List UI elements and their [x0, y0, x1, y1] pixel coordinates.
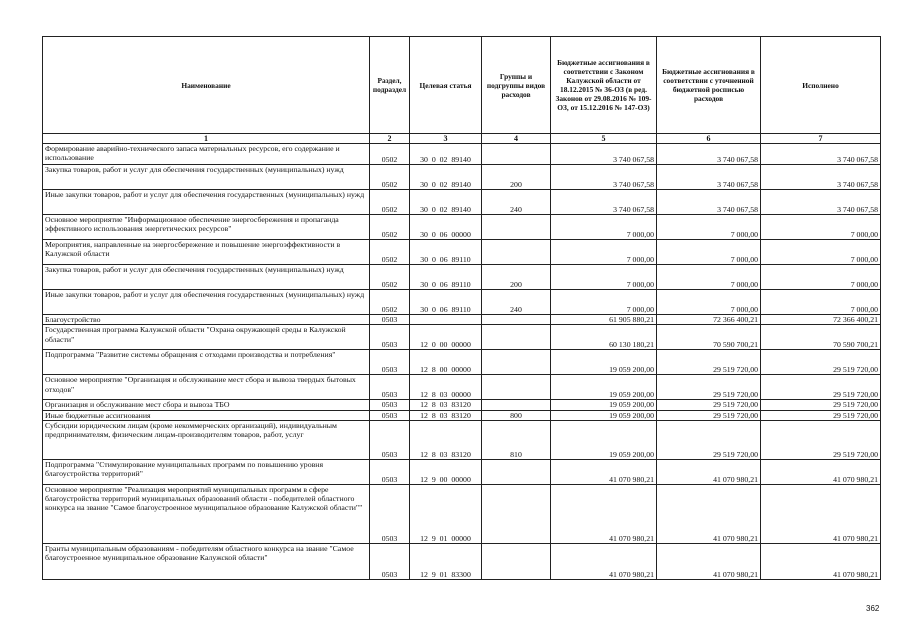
row-group	[482, 400, 551, 410]
row-budget-law: 61 905 880,21	[551, 315, 657, 325]
row-article: 30 0 06 89110	[410, 240, 482, 265]
row-group	[482, 543, 551, 579]
row-article: 30 0 02 89140	[410, 165, 482, 190]
header-section: Раздел, подраздел	[370, 37, 410, 134]
header-group: Группы и подгруппы видов расходов	[482, 37, 551, 134]
row-section: 0502	[370, 165, 410, 190]
row-executed: 7 000,00	[761, 265, 881, 290]
header-executed: Исполнено	[761, 37, 881, 134]
row-group	[482, 315, 551, 325]
row-budget-law: 19 059 200,00	[551, 375, 657, 400]
table-row	[43, 350, 881, 375]
row-section: 0502	[370, 290, 410, 315]
row-budget-law: 3 740 067,58	[551, 190, 657, 215]
row-name: Формирование аварийно-технического запаса материальных ресурсов, его содержание и использование	[43, 144, 370, 165]
budget-table	[42, 36, 881, 580]
row-section: 0503	[370, 325, 410, 350]
table-row	[43, 459, 881, 484]
table-row	[43, 400, 881, 410]
row-section: 0503	[370, 350, 410, 375]
row-executed: 7 000,00	[761, 290, 881, 315]
row-article: 30 0 06 00000	[410, 215, 482, 240]
row-name: Закупка товаров, работ и услуг для обеспечения государственных (муниципальных) нужд	[43, 165, 370, 190]
row-budget-refined: 7 000,00	[657, 290, 761, 315]
table-row	[43, 375, 881, 400]
row-article: 12 0 00 00000	[410, 325, 482, 350]
row-budget-refined: 29 519 720,00	[657, 375, 761, 400]
row-budget-refined: 29 519 720,00	[657, 400, 761, 410]
row-article: 30 0 06 89110	[410, 265, 482, 290]
row-budget-refined: 41 070 980,21	[657, 459, 761, 484]
table-row	[43, 265, 881, 290]
table-row	[43, 420, 881, 459]
row-budget-refined: 70 590 700,21	[657, 325, 761, 350]
row-executed: 70 590 700,21	[761, 325, 881, 350]
header-budget-refined: Бюджетные ассигнования в соответствии с уточненной бюджетной росписью расходов	[657, 37, 761, 134]
row-name: Государственная программа Калужской области "Охрана окружающей среды в Калужской области"	[43, 325, 370, 350]
row-article: 12 8 03 83120	[410, 400, 482, 410]
header-row	[43, 37, 881, 134]
row-budget-law: 41 070 980,21	[551, 459, 657, 484]
table-row	[43, 543, 881, 579]
row-group	[482, 325, 551, 350]
row-section: 0502	[370, 215, 410, 240]
row-budget-refined: 7 000,00	[657, 240, 761, 265]
table-body	[43, 144, 881, 580]
row-budget-law: 19 059 200,00	[551, 400, 657, 410]
row-group	[482, 484, 551, 543]
row-budget-refined: 41 070 980,21	[657, 543, 761, 579]
table-row	[43, 410, 881, 420]
row-group: 240	[482, 290, 551, 315]
row-article: 30 0 02 89140	[410, 190, 482, 215]
row-executed: 29 519 720,00	[761, 350, 881, 375]
row-budget-law: 41 070 980,21	[551, 484, 657, 543]
col-number: 7	[761, 134, 881, 144]
row-name: Подпрограмма "Стимулирование муниципальных программ по повышению уровня благоустройства территорий"	[43, 459, 370, 484]
row-name: Организация и обслуживание мест сбора и вывоза ТБО	[43, 400, 370, 410]
row-budget-law: 19 059 200,00	[551, 410, 657, 420]
row-budget-refined: 3 740 067,58	[657, 144, 761, 165]
row-budget-law: 60 130 180,21	[551, 325, 657, 350]
row-executed: 29 519 720,00	[761, 410, 881, 420]
row-name: Основное мероприятие "Организация и обслуживание мест сбора и вывоза твердых бытовых отходов"	[43, 375, 370, 400]
row-budget-refined: 3 740 067,58	[657, 165, 761, 190]
col-number: 1	[43, 134, 370, 144]
row-budget-law: 7 000,00	[551, 290, 657, 315]
table-row	[43, 215, 881, 240]
row-budget-refined: 7 000,00	[657, 265, 761, 290]
table-row	[43, 290, 881, 315]
row-group: 800	[482, 410, 551, 420]
row-name: Иные бюджетные ассигнования	[43, 410, 370, 420]
col-number: 6	[657, 134, 761, 144]
row-executed: 7 000,00	[761, 215, 881, 240]
row-article: 12 8 03 83120	[410, 410, 482, 420]
row-name: Иные закупки товаров, работ и услуг для обеспечения государственных (муниципальных) нужд	[43, 290, 370, 315]
row-name: Субсидии юридическим лицам (кроме некоммерческих организаций), индивидуальным предпринимателям, физическим лицам-производителям товаров, работ, услуг	[43, 420, 370, 459]
row-section: 0503	[370, 410, 410, 420]
row-executed: 41 070 980,21	[761, 484, 881, 543]
row-article: 12 8 03 83120	[410, 420, 482, 459]
row-group	[482, 350, 551, 375]
table-row	[43, 240, 881, 265]
col-number: 2	[370, 134, 410, 144]
row-budget-refined: 3 740 067,58	[657, 190, 761, 215]
column-number-row	[43, 134, 881, 144]
row-executed: 72 366 400,21	[761, 315, 881, 325]
row-executed: 29 519 720,00	[761, 400, 881, 410]
row-executed: 3 740 067,58	[761, 190, 881, 215]
row-budget-law: 7 000,00	[551, 240, 657, 265]
row-budget-law: 7 000,00	[551, 215, 657, 240]
row-article: 12 9 00 00000	[410, 459, 482, 484]
row-name: Основное мероприятие "Реализация мероприятий муниципальных программ в сфере благоустройства территорий муниципальных образований области - победителей областного конкурса на звание "Самое благоустроенное муниципальное образование Калужской области""	[43, 484, 370, 543]
row-budget-refined: 29 519 720,00	[657, 420, 761, 459]
row-article: 12 9 01 83300	[410, 543, 482, 579]
row-budget-refined: 29 519 720,00	[657, 350, 761, 375]
table-row	[43, 484, 881, 543]
row-name: Основное мероприятие "Информационное обеспечение энергосбережения и пропаганда эффективного использования энергетических ресурсов"	[43, 215, 370, 240]
row-section: 0503	[370, 400, 410, 410]
row-executed: 3 740 067,58	[761, 165, 881, 190]
row-article: 30 0 02 89140	[410, 144, 482, 165]
row-article	[410, 315, 482, 325]
row-section: 0502	[370, 190, 410, 215]
header-budget-law: Бюджетные ассигнования в соответствии с Законом Калужской области от 18.12.2015 № 36-ОЗ (в ред. Законов от 29.08.2016 № 109-ОЗ, от 15.12.2016 № 147-ОЗ)	[551, 37, 657, 134]
row-section: 0503	[370, 420, 410, 459]
row-budget-law: 19 059 200,00	[551, 350, 657, 375]
row-group	[482, 459, 551, 484]
row-section: 0503	[370, 459, 410, 484]
row-budget-refined: 72 366 400,21	[657, 315, 761, 325]
row-section: 0503	[370, 375, 410, 400]
row-name: Мероприятия, направленные на энергосбережение и повышение энергоэффективности в Калужской области	[43, 240, 370, 265]
row-budget-law: 7 000,00	[551, 265, 657, 290]
row-article: 12 8 03 00000	[410, 375, 482, 400]
row-budget-law: 19 059 200,00	[551, 420, 657, 459]
row-executed: 7 000,00	[761, 240, 881, 265]
header-name: Наименование	[43, 37, 370, 134]
row-name: Закупка товаров, работ и услуг для обеспечения государственных (муниципальных) нужд	[43, 265, 370, 290]
table-row	[43, 144, 881, 165]
col-number: 4	[482, 134, 551, 144]
table-row	[43, 315, 881, 325]
row-executed: 41 070 980,21	[761, 543, 881, 579]
table-row	[43, 325, 881, 350]
row-budget-refined: 41 070 980,21	[657, 484, 761, 543]
table-row	[43, 190, 881, 215]
row-budget-law: 3 740 067,58	[551, 165, 657, 190]
row-executed: 41 070 980,21	[761, 459, 881, 484]
row-budget-law: 3 740 067,58	[551, 144, 657, 165]
page-number: 362	[866, 604, 880, 613]
row-group: 200	[482, 165, 551, 190]
header-article: Целевая статья	[410, 37, 482, 134]
row-group	[482, 144, 551, 165]
row-group	[482, 215, 551, 240]
col-number: 3	[410, 134, 482, 144]
row-article: 30 0 06 89110	[410, 290, 482, 315]
col-number: 5	[551, 134, 657, 144]
row-budget-refined: 7 000,00	[657, 215, 761, 240]
row-name: Благоустройство	[43, 315, 370, 325]
row-name: Иные закупки товаров, работ и услуг для обеспечения государственных (муниципальных) нужд	[43, 190, 370, 215]
row-group: 200	[482, 265, 551, 290]
row-section: 0502	[370, 240, 410, 265]
row-executed: 29 519 720,00	[761, 420, 881, 459]
row-name: Подпрограмма "Развитие системы обращения с отходами производства и потребления"	[43, 350, 370, 375]
row-executed: 29 519 720,00	[761, 375, 881, 400]
row-article: 12 8 00 00000	[410, 350, 482, 375]
row-budget-refined: 29 519 720,00	[657, 410, 761, 420]
row-section: 0502	[370, 265, 410, 290]
row-section: 0503	[370, 315, 410, 325]
table-row	[43, 165, 881, 190]
row-article: 12 9 01 00000	[410, 484, 482, 543]
row-section: 0503	[370, 543, 410, 579]
row-executed: 3 740 067,58	[761, 144, 881, 165]
row-group: 240	[482, 190, 551, 215]
row-section: 0503	[370, 484, 410, 543]
row-budget-law: 41 070 980,21	[551, 543, 657, 579]
row-name: Гранты муниципальным образованиям - победителям областного конкурса на звание "Самое благоустроенное муниципальное образование Калужской области"	[43, 543, 370, 579]
row-group: 810	[482, 420, 551, 459]
row-section: 0502	[370, 144, 410, 165]
row-group	[482, 240, 551, 265]
row-group	[482, 375, 551, 400]
